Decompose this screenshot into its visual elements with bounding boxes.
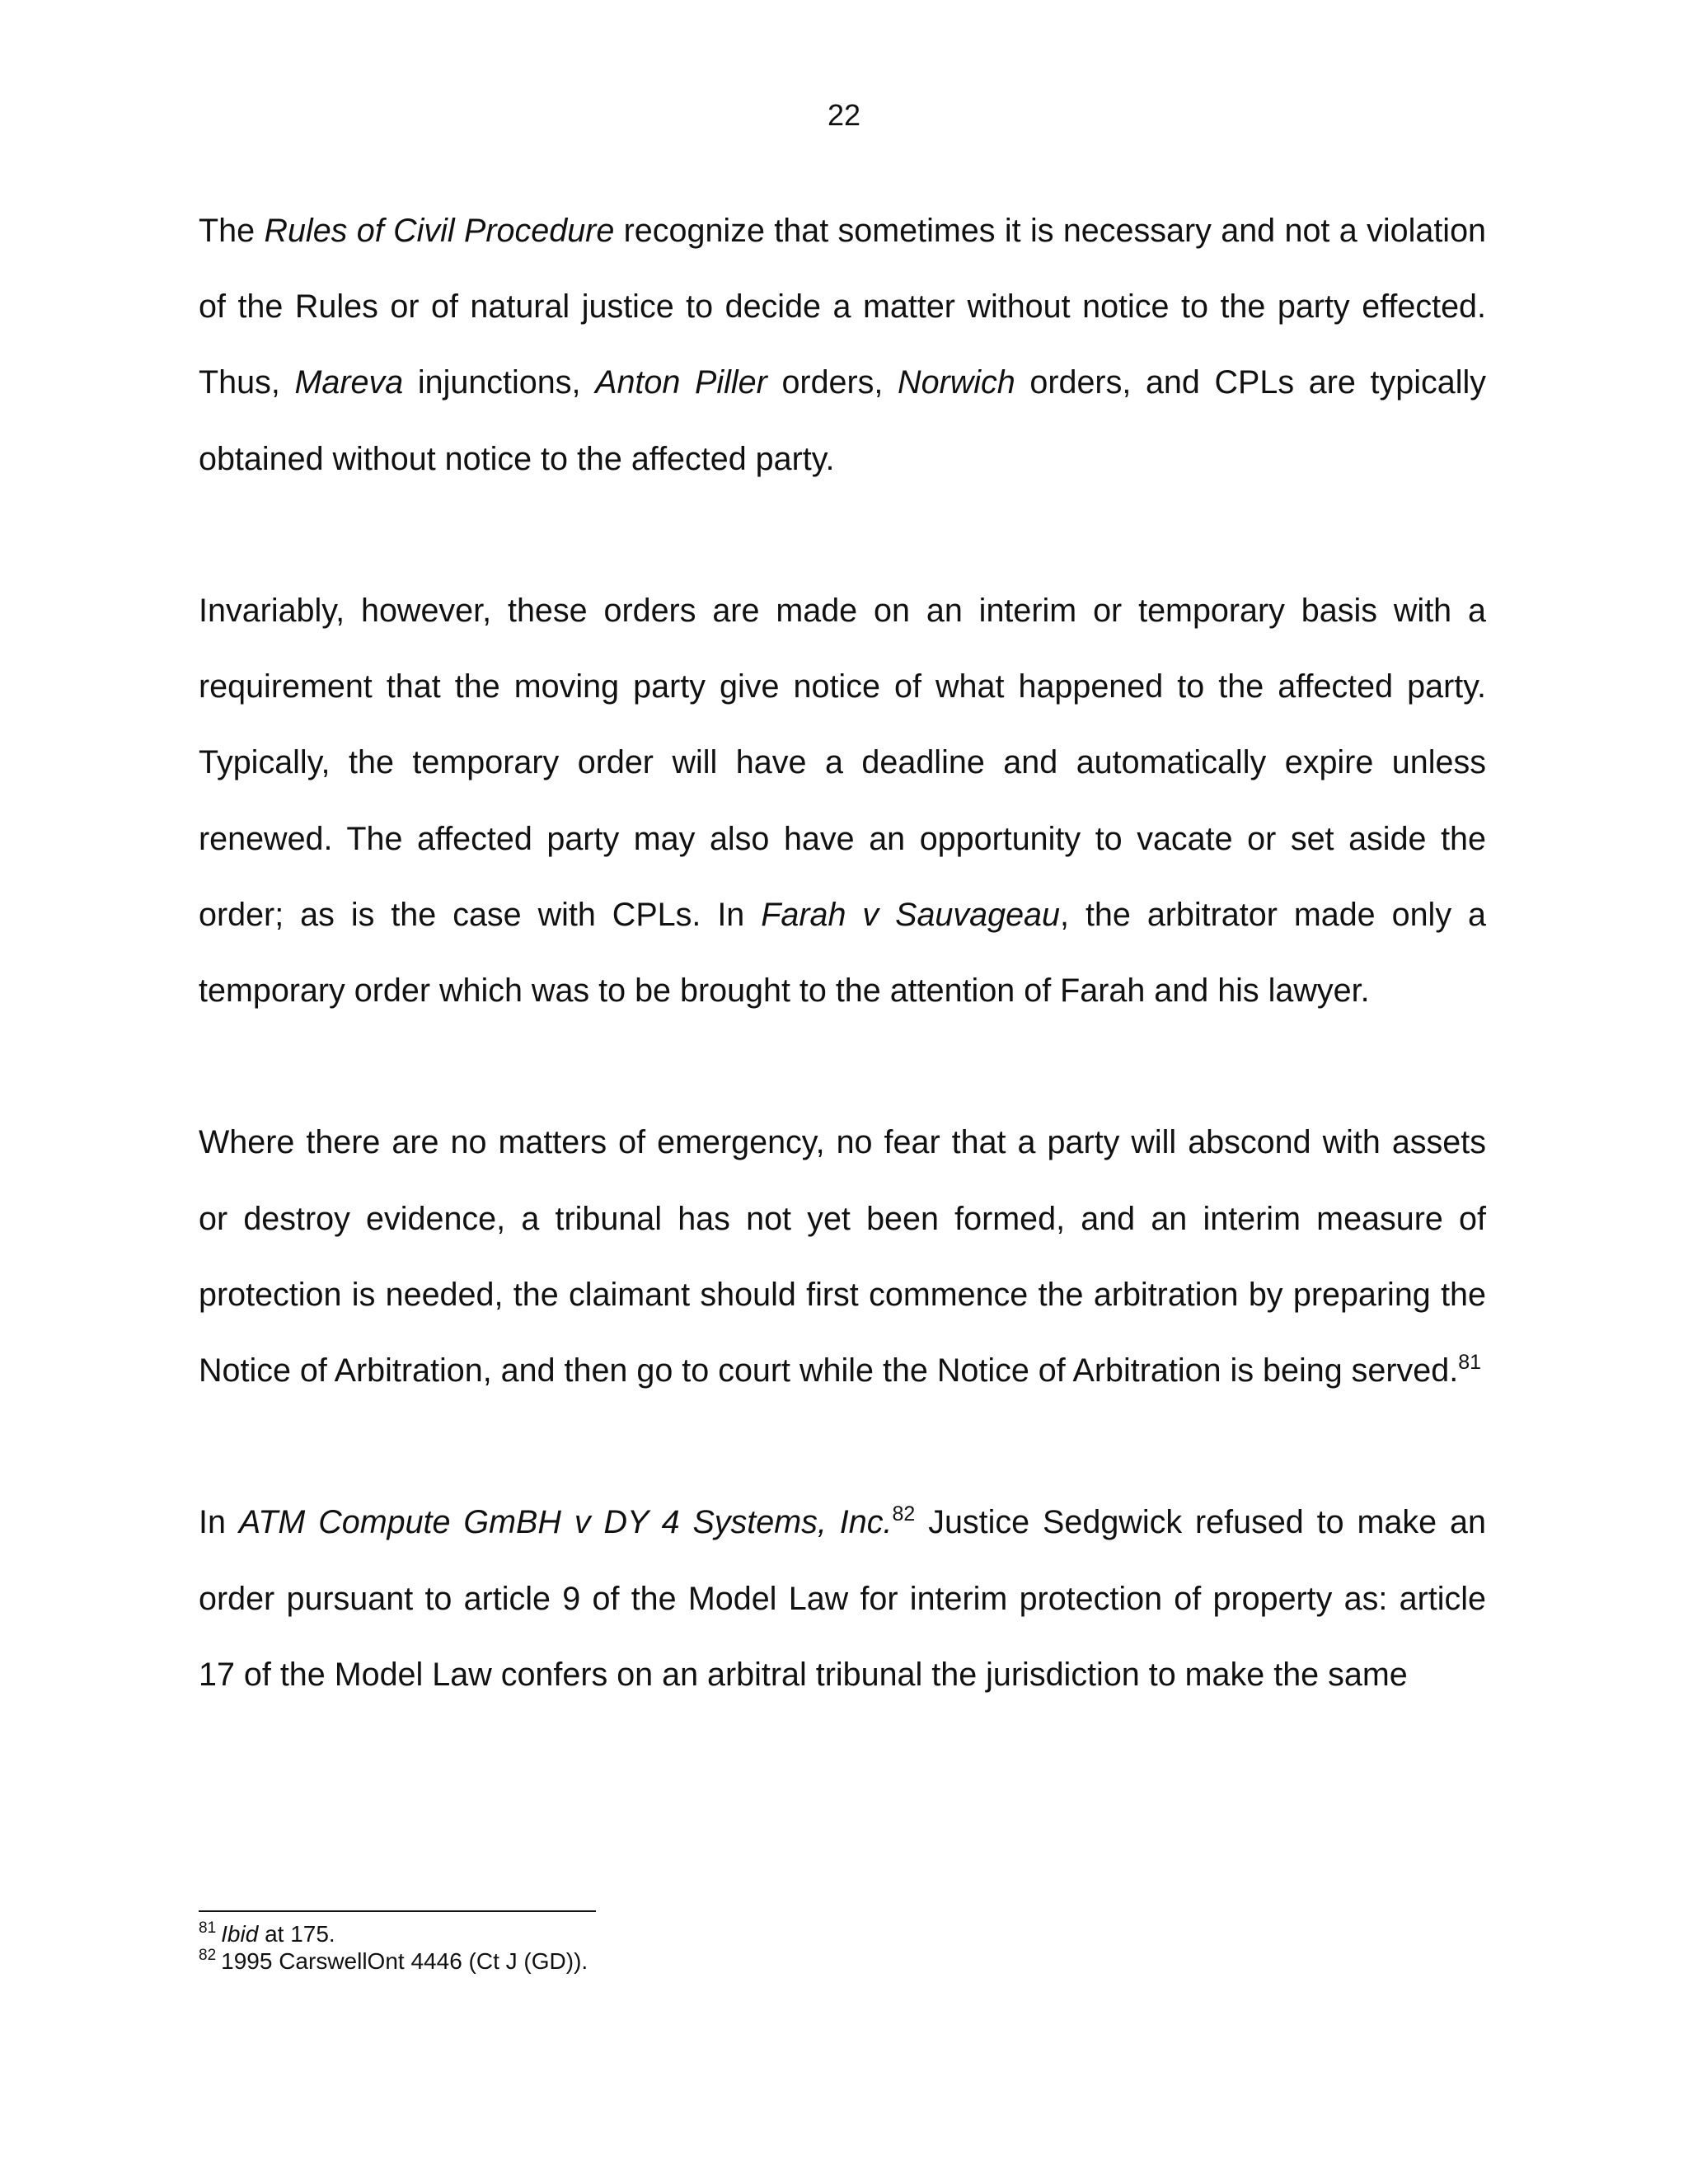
page-number: 22: [827, 98, 861, 132]
text-run: Where there are no matters of emergency, no fear that a party will abscond with assets or destroy evidence, a tribunal has not yet been formed, and an interim measure of protection is needed, the claimant should first commence the arbitration by preparing the Notice of Arbitration, and then go to court while the Notice of Arbitration is being served.: [199, 1124, 1486, 1390]
paragraph-1: [199, 193, 1486, 497]
text-run: , the arbitrator made only a temporary order which was to be brought to the attention of Farah and his lawyer.: [199, 896, 1486, 1010]
footnote-number: 81: [199, 1919, 217, 1937]
footnote-italic: Ibid: [221, 1921, 259, 1947]
italic-case-name: Anton Piller: [595, 364, 767, 401]
footnote-reference-81[interactable]: 81: [1458, 1351, 1482, 1375]
paragraph-3: [199, 1104, 1486, 1408]
footnotes: [199, 1920, 1486, 1975]
text-run: In: [199, 1504, 239, 1541]
footnote-text: 1995 CarswellOnt 4446 (Ct J (GD)).: [221, 1948, 588, 1974]
text-run: injunctions,: [403, 364, 596, 401]
paragraph-4: [199, 1484, 1486, 1713]
text-run: orders,: [767, 364, 898, 401]
italic-case-name: ATM Compute GmBH v DY 4 Systems, Inc.: [238, 1504, 893, 1541]
paragraph-2: [199, 573, 1486, 1029]
text-run: Invariably, however, these orders are made on an interim or temporary basis with a requirement that the moving party give notice of what happened to the affected party. Typically, the temporary order will have a deadline and automatically expire unless renewed. The affected party may also have an opportunity to vacate or set aside the order; as is the case with CPLs. In: [199, 593, 1486, 933]
footnote-number: 82: [199, 1946, 217, 1964]
italic-case-name: Mareva: [294, 364, 404, 401]
text-run: orders, and CPLs are typically obtained without notice to the affected party.: [199, 364, 1486, 477]
footnote-82: [199, 1947, 1486, 1975]
text-run: The: [199, 213, 265, 249]
footnote-81: [199, 1920, 1486, 1947]
footnote-reference-82[interactable]: 82: [892, 1502, 916, 1526]
italic-case-name: Farah v Sauvageau: [761, 896, 1060, 933]
footnote-separator: [199, 1910, 596, 1912]
body-text: [199, 193, 1486, 1713]
italic-case-name: Rules of Civil Procedure: [264, 213, 615, 249]
italic-case-name: Norwich: [898, 364, 1015, 401]
text-run: Justice Sedgwick refused to make an order pursuant to article 9 of the Model Law for interim protection of property as: article 17 of the Model Law confers on an arbitral tribunal the jurisdiction to make the same: [199, 1504, 1486, 1693]
text-run: recognize that sometimes it is necessary and not a violation of the Rules or of natural justice to decide a matter without notice to the party effected. Thus,: [199, 213, 1487, 401]
footnote-text: at 175.: [258, 1921, 335, 1947]
